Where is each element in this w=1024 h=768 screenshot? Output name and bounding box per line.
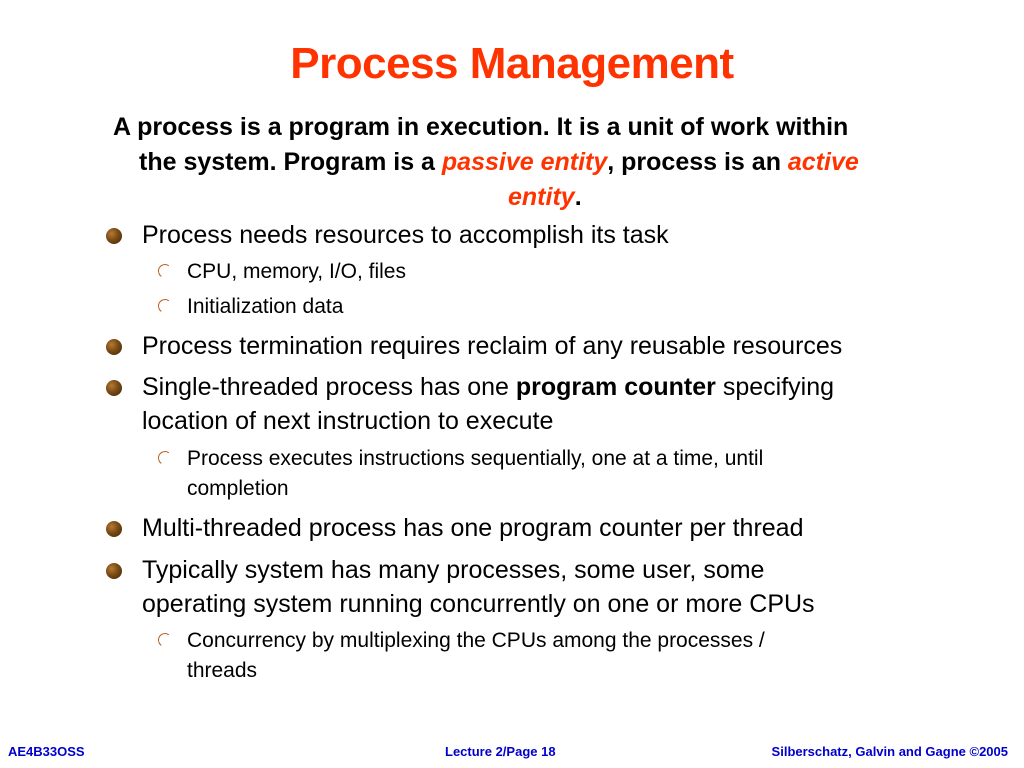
bullet-dot-icon <box>106 563 122 579</box>
sub-bullet-text: Process executes instructions sequentially, one at a time, until <box>187 447 764 470</box>
bullet-text <box>142 370 834 404</box>
entity-highlight: entity <box>508 183 575 211</box>
bullet-text: Multi-threaded process has one program counter per thread <box>142 514 804 542</box>
intro-period: . <box>574 183 582 211</box>
intro-line-3 <box>113 180 973 215</box>
intro-line-2 <box>113 145 973 180</box>
bullet-text: Process needs resources to accomplish its task <box>142 221 669 249</box>
footer-course-code: AE4B33OSS <box>8 744 85 759</box>
bullet-text-suffix: specifying <box>715 373 835 401</box>
active-highlight: active <box>787 148 859 176</box>
sub-bullet-text-line-2: threads <box>187 659 258 682</box>
bullet-text-line-2: operating system running concurrently on one or more CPUs <box>142 590 815 618</box>
passive-entity-highlight: passive entity <box>441 148 608 176</box>
bullet-dot-icon <box>106 521 122 537</box>
bullet-text-line-2: location of next instruction to execute <box>142 407 554 435</box>
intro-paragraph <box>113 110 973 215</box>
intro-line-2-prefix: the system. Program is a <box>139 148 442 176</box>
sub-bullet-text: Concurrency by multiplexing the CPUs among the processes / <box>187 629 765 652</box>
footer-copyright: Silberschatz, Galvin and Gagne ©2005 <box>771 744 1008 759</box>
bullet-text: Process termination requires reclaim of any reusable resources <box>142 332 843 360</box>
intro-line-1: A process is a program in execution. It is a unit of work within <box>113 113 849 141</box>
program-counter-bold: program counter <box>515 373 716 401</box>
slide-title: Process Management <box>290 39 734 88</box>
sub-bullet-ring-icon <box>157 632 173 648</box>
sub-bullet-ring-icon <box>157 263 173 279</box>
sub-bullet-text: CPU, memory, I/O, files <box>187 260 406 283</box>
sub-bullet-text: Initialization data <box>187 295 344 318</box>
intro-line-2-mid: , process is an <box>607 148 788 176</box>
sub-bullet-ring-icon <box>157 298 173 314</box>
sub-bullet-text-line-2: completion <box>187 477 289 500</box>
bullet-text: Typically system has many processes, some user, some <box>142 556 765 584</box>
bullet-dot-icon <box>106 380 122 396</box>
bullet-dot-icon <box>106 228 122 244</box>
bullet-dot-icon <box>106 339 122 355</box>
sub-bullet-ring-icon <box>157 450 173 466</box>
footer-page-number: Lecture 2/Page 18 <box>445 744 556 759</box>
bullet-text-prefix: Single-threaded process has one <box>142 373 516 401</box>
